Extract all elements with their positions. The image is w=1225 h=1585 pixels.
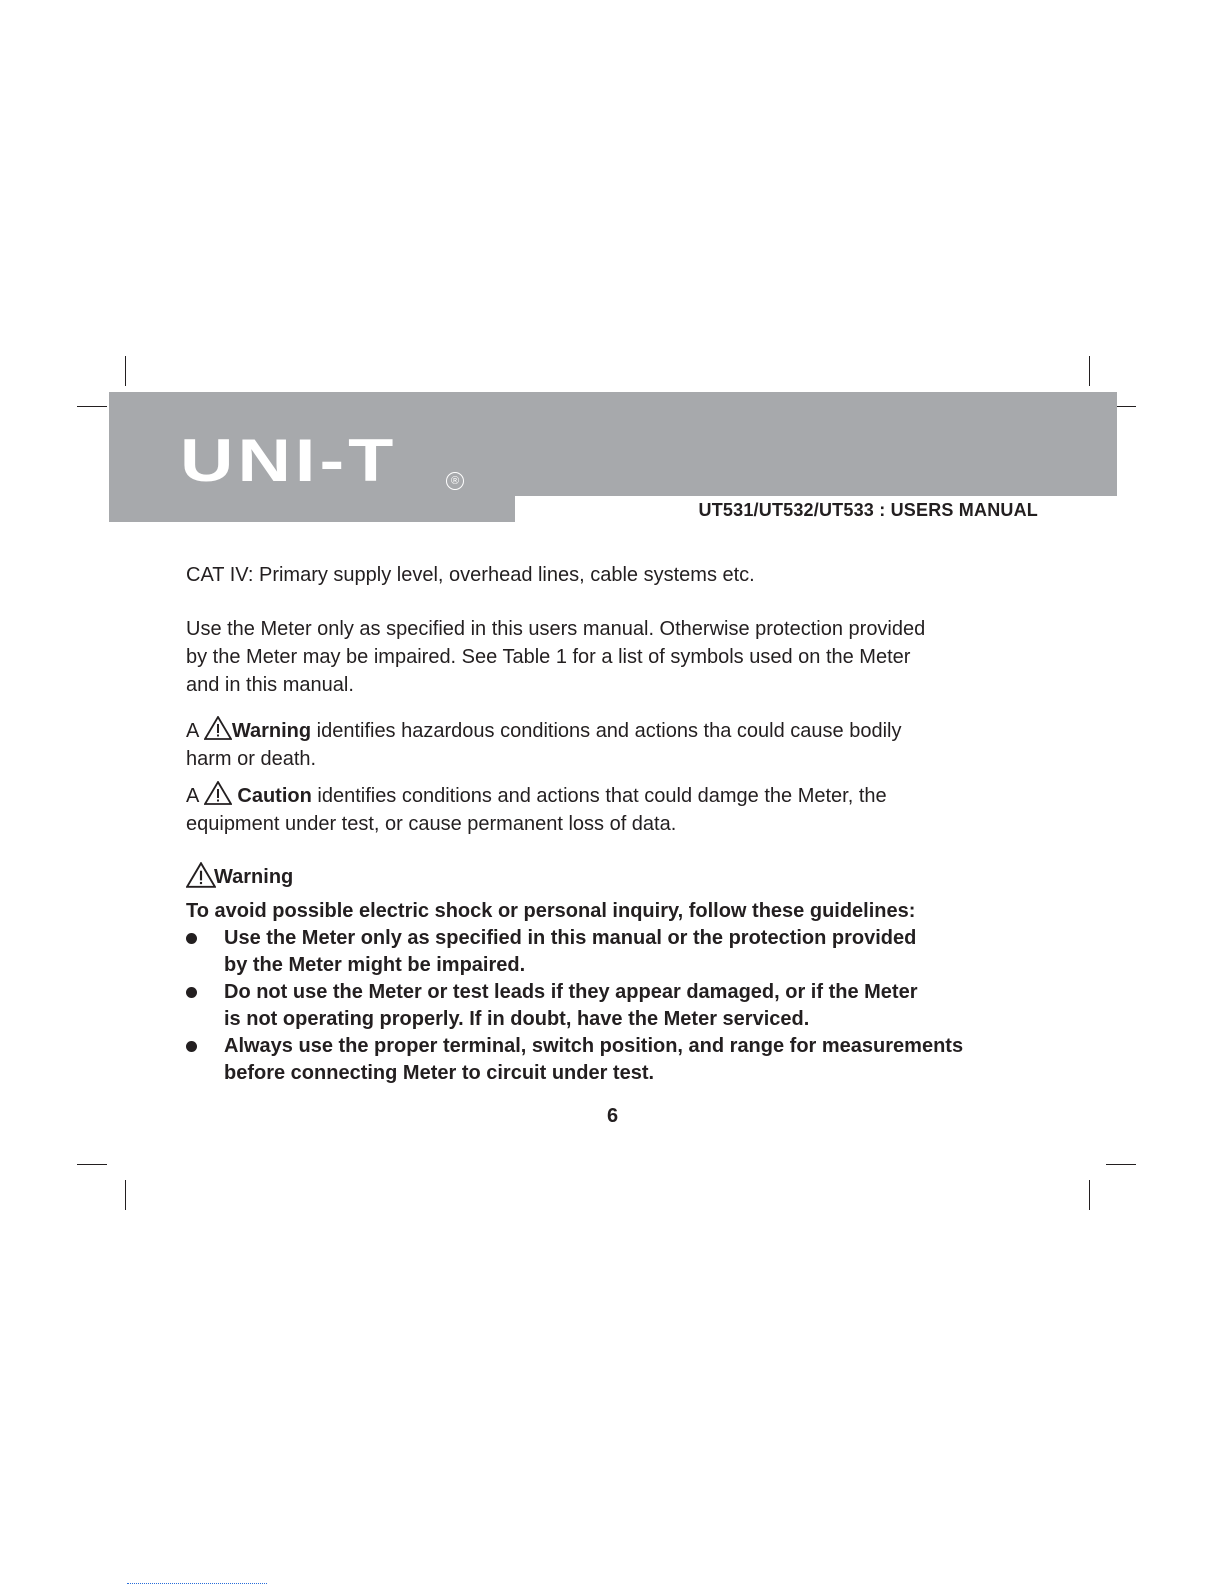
crop-mark-bottom-right-horizontal — [1106, 1164, 1136, 1165]
crop-mark-top-right-vertical — [1089, 356, 1090, 386]
warning-intro: To avoid possible electric shock or personal inquiry, follow these guidelines: — [186, 900, 916, 922]
warning-term: Warning — [231, 720, 312, 742]
crop-mark-bottom-right-vertical — [1089, 1180, 1090, 1210]
page-number: 6 — [606, 1105, 619, 1127]
brand-logo — [180, 425, 470, 502]
warning-definition-line2: harm or death. — [186, 748, 317, 770]
use-meter-line: Use the Meter only as specified in this users manual. Otherwise protection provided — [186, 618, 926, 640]
list-item-line: Always use the proper terminal, switch position, and range for measurements — [224, 1035, 964, 1057]
caution-definition-prefix: A — [186, 785, 199, 807]
list-item-line: before connecting Meter to circuit under test. — [224, 1062, 655, 1084]
crop-mark-top-left-vertical — [125, 356, 126, 386]
registered-mark-icon: ® — [446, 472, 464, 490]
manual-title: UT531/UT532/UT533 : USERS MANUAL — [698, 500, 1038, 520]
cat-iv-paragraph — [186, 561, 1056, 589]
caution-definition-text: identifies conditions and actions that could damge the Meter, the — [317, 785, 887, 807]
caution-definition-line2: equipment under test, or cause permanent loss of data. — [186, 813, 677, 835]
crop-mark-top-left-horizontal — [77, 406, 107, 407]
warning-definition-prefix: A — [186, 720, 199, 742]
caution-definition — [186, 781, 1056, 838]
use-meter-paragraph — [186, 615, 1056, 699]
cat-iv-text: CAT IV: Primary supply level, overhead lines, cable systems etc. — [186, 564, 755, 586]
warning-definition-text: identifies hazardous conditions and actions tha could cause bodily — [316, 720, 902, 742]
list-item — [186, 1033, 1066, 1087]
warning-heading-text: Warning — [214, 866, 294, 888]
use-meter-line: by the Meter may be impaired. See Table 1 for a list of symbols used on the Meter — [186, 646, 911, 668]
bullet-dot-icon — [186, 1041, 197, 1052]
bullet-dot-icon — [186, 933, 197, 944]
logo-wordmark: UNI-T — [180, 425, 398, 494]
warning-triangle-icon — [204, 716, 232, 740]
warning-definition — [186, 716, 1056, 773]
use-meter-line: and in this manual. — [186, 674, 354, 696]
warning-triangle-icon — [186, 862, 214, 886]
warning-triangle-icon — [204, 781, 232, 805]
list-item-line: is not operating properly. If in doubt, have the Meter serviced. — [224, 1008, 810, 1030]
list-item-line: Do not use the Meter or test leads if they appear damaged, or if the Meter — [224, 981, 918, 1003]
crop-mark-bottom-left-vertical — [125, 1180, 126, 1210]
crop-mark-bottom-left-horizontal — [77, 1164, 107, 1165]
warning-heading — [186, 862, 293, 890]
list-item-line: Use the Meter only as specified in this manual or the protection provided — [224, 927, 917, 949]
bullet-dot-icon — [186, 987, 197, 998]
caution-term: Caution — [237, 785, 312, 807]
list-item — [186, 925, 1066, 979]
list-item-line: by the Meter might be impaired. — [224, 954, 526, 976]
list-item — [186, 979, 1066, 1033]
